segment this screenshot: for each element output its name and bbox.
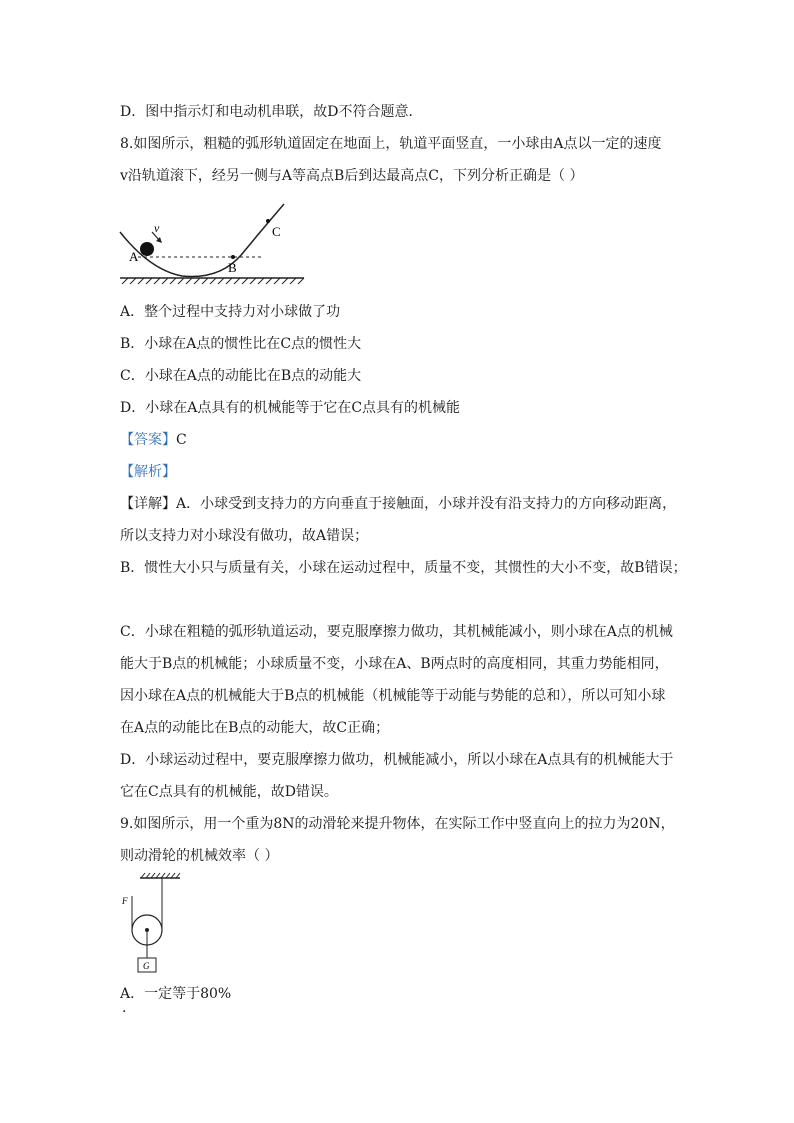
q7-option-d-conclusion: D．图中指示灯和电动机串联，故D不符合题意． bbox=[120, 104, 423, 120]
q8-track-figure bbox=[112, 196, 312, 290]
q8-detail-c-line-1: C．小球在粗糙的弧形轨道运动，要克服摩擦力做功，其机械能减小，则小球在A点的机械 bbox=[120, 624, 673, 640]
detail-a-text-1: A．小球受到支持力的方向垂直于接触面，小球并没有沿支持力的方向移动距离， bbox=[176, 496, 677, 512]
q8-detail-a-line-2: 所以支持力对小球没有做功，故A错误； bbox=[120, 528, 369, 544]
q8-detail-c-line-2: 能大于B点的机械能；小球质量不变，小球在A、B两点时的高度相同，其重力势能相同， bbox=[120, 656, 669, 672]
q8-detail-c-line-4: 在A点的动能比在B点的动能大，故C正确； bbox=[120, 720, 390, 736]
q8-stem-line-1: 8.如图所示，粗糙的弧形轨道固定在地面上，轨道平面竖直，一小球由A点以一定的速度 bbox=[120, 136, 662, 152]
answer-tag: 【答案】 bbox=[120, 432, 176, 448]
answer-value: C bbox=[176, 432, 187, 448]
q8-analysis-heading bbox=[120, 462, 176, 482]
q8-detail-d-line-1: D．小球运动过程中，要克服摩擦力做功，机械能减小，所以小球在A点具有的机械能大于 bbox=[120, 752, 674, 768]
arc-track bbox=[120, 204, 284, 277]
q8-option-c: C．小球在A点的动能比在B点的动能大 bbox=[120, 368, 362, 384]
q8-detail-c-line-3: 因小球在A点的机械能大于B点的机械能（机械能等于动能与势能的总和），所以可知小球 bbox=[120, 688, 666, 704]
q8-option-a: A．整个过程中支持力对小球做了功 bbox=[120, 304, 341, 320]
detail-tag: 【详解】 bbox=[120, 496, 176, 512]
q9-stem-line-1: 9.如图所示，用一个重为8N的动滑轮来提升物体，在实际工作中竖直向上的拉力为20N， bbox=[120, 816, 675, 832]
q8-stem-line-2: v沿轨道滚下，经另一侧与A等高点B后到达最高点C，下列分析正确是（ ） bbox=[120, 168, 584, 184]
point-b bbox=[231, 255, 235, 259]
label-g: G bbox=[143, 961, 150, 971]
label-f: F bbox=[122, 896, 128, 906]
analysis-tag: 【解析】 bbox=[120, 464, 176, 480]
q8-detail-a-line-1 bbox=[120, 494, 676, 514]
ball bbox=[140, 242, 154, 256]
label-a: A bbox=[129, 249, 139, 264]
q8-answer bbox=[120, 430, 187, 450]
q9-pulley-figure bbox=[116, 872, 186, 978]
q8-detail-b: B．惯性大小只与质量有关，小球在运动过程中，质量不变，其惯性的大小不变，故B错误； bbox=[120, 560, 687, 576]
q9-stem-line-2: 则动滑轮的机械效率（ ） bbox=[120, 848, 279, 864]
q9-trailing-mark: . bbox=[122, 1000, 127, 1016]
label-b: B bbox=[228, 260, 237, 275]
q8-detail-d-line-2: 它在C点具有的机械能，故D错误。 bbox=[120, 784, 338, 800]
label-v: v bbox=[154, 221, 160, 235]
label-c: C bbox=[272, 224, 281, 239]
q8-option-d: D．小球在A点具有的机械能等于它在C点具有的机械能 bbox=[120, 400, 461, 416]
ground-hatching bbox=[122, 278, 304, 284]
point-c bbox=[266, 219, 270, 223]
q9-option-a: A．一定等于80% bbox=[120, 986, 232, 1002]
q8-option-b: B．小球在A点的惯性比在C点的惯性大 bbox=[120, 336, 362, 352]
